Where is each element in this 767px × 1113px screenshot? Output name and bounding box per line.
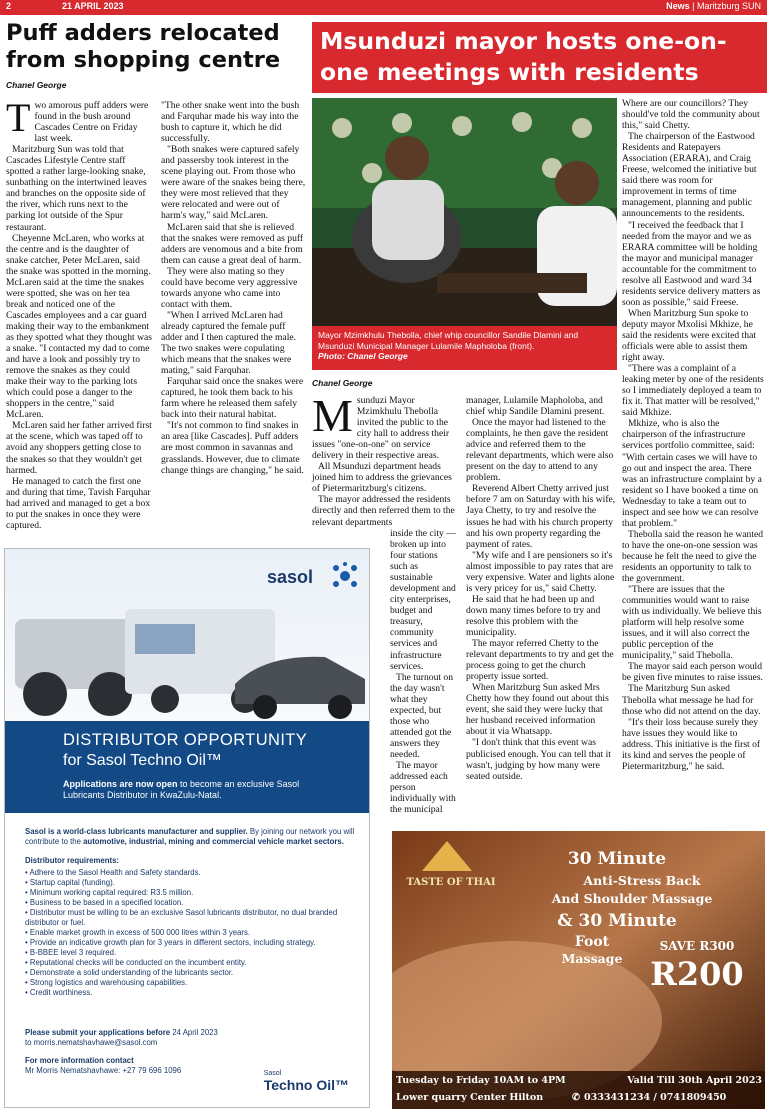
list-item: • Demonstrate a solid understanding of the lubricants sector.: [25, 968, 234, 977]
sasol-advertisement: [4, 548, 370, 1108]
puff-dropcap: T: [6, 95, 31, 140]
page-header-bar: [0, 0, 767, 15]
puff-column-1: Two amorous puff adders were found in the bush around Cascades Centre on Friday last week. Maritzburg Sun was told that Cascades Lifestyle Centre staff spotted a rather large-looking snake, sunbathing on the intertwined leaves and branches on the opposite side of the river, which runs next to the parking lot outside of the Spur restaurant. Cheyenne McLaren, who works at the centre and is the daughter of snake catcher, Peter McLaren, said the snake was spotted in the morning. McLaren said at the time the snakes were spotted, she was on her tea break and noticed one of the Cascades employees and a car guard making their way to the embankment as they spotted what they thought was a snake. "I contacted my dad to come and have a look and possibly try to remove the snakes as they could make their way to the parking lots which could pose a danger to the shoppers in the centre," said McLaren. McLaren said her father arrived first at the scene, which was taped off to avoid any shoppers getting close to the snakes so that they wouldn't get harmed. He managed to catch the first one and during that time, Tavish Farquhar had arrived and managed to get a box to put the snakes in once they were captured.: [6, 95, 153, 531]
puff-headline: Puff adders relocated from shopping centre: [6, 20, 281, 73]
puff-column-2: "The other snake went into the bush and Farquhar made his way into the bush to capture it, which he did successfully. "Both snakes were captured safely and passersby took interest in the scene playing out. From those who were aware of the snakes being there, they were most relieved that they were relocated and were out of harm's way," said McLaren. McLaren said that she is relieved that the snakes were removed as puff adders are venomous and a bite from them can cause a great deal of harm. They were also mating so they could have become very aggressive towards anyone who came into contact with them. "When I arrived McLaren had already captured the female puff adder and I then captured the male. The two snakes were copulating which means that the snakes were mating," said Farquhar. Farquhar said once the snakes were captured, he took them back to his farm where he released them safely back into their natural habitat. "It's not common to find snakes in an area [like Cascades]. Puff adders are most common in savannas and grasslands. However, due to climate change things are changing," he said.: [161, 100, 306, 476]
mayor-dropcap: M: [312, 390, 353, 441]
sasol-title: DISTRIBUTOR OPPORTUNITY: [63, 731, 308, 749]
sasol-subtitle: for Sasol Techno Oil™: [63, 752, 222, 769]
mayor-column-1-narrow: inside the city — broken up into four stations such as sustainable development and city enterprises, budget and treasury, community services and infrastructure services. The turnout on the day wasn't what they expected, but those who attended got the answers they needed. The mayor addressed each person individually with the municipal: [390, 528, 456, 816]
mayor-photo: [312, 98, 617, 326]
puff-byline: Chanel George: [6, 80, 67, 90]
mayor-byline: Chanel George: [312, 378, 373, 388]
sasol-logo: sasol: [267, 567, 314, 587]
list-item: • Distributor must be willing to be an exclusive Sasol lubricants distributor, no dual branded distributor or fuel.: [25, 908, 338, 927]
list-item: • Business to be based in a specified location.: [25, 898, 184, 907]
list-item: • Startup capital (funding).: [25, 878, 115, 887]
list-item: • Enable market growth in excess of 500 000 litres within 3 years.: [25, 928, 251, 937]
list-item: • B-BBEE level 3 required.: [25, 948, 117, 957]
list-item: • Reputational checks will be conducted on the incumbent entity.: [25, 958, 247, 967]
mayor-headline: Msunduzi mayor hosts one-on-one meetings with residents: [312, 22, 767, 93]
list-item: • Provide an indicative growth plan for 3 years in different sectors, including strategy.: [25, 938, 316, 947]
list-item: • Strong logistics and warehousing capabilities.: [25, 978, 188, 987]
list-item: • Minimum working capital required: R3.5 million.: [25, 888, 194, 897]
thai-phone[interactable]: 0333431234 / 0741809450: [584, 1092, 727, 1103]
thai-logo: TASTE OF THAI: [406, 877, 496, 888]
sasol-applications: Applications are now open to become an exclusive Sasol Lubricants Distributor in KwaZulu-Natal.: [63, 779, 300, 800]
phone-icon: ✆: [572, 1092, 580, 1103]
list-item: • Credit worthiness.: [25, 988, 93, 997]
thai-save: SAVE R300: [659, 939, 735, 953]
sasol-banner: [5, 721, 369, 813]
mayor-column-1: Msunduzi Mayor Mzimkhulu Thebolla invited the public to the city hall to address their issues "one-on-one" on service delivery in their respective areas. All Msunduzi department heads joined him to address the grievances of Pietermaritzburg's citizens. The mayor addressed the residents directly and then referred them to the relevant departments: [312, 390, 455, 528]
page-number: 2: [6, 1, 12, 11]
photo-caption: Mayor Mzimkhulu Thebolla, chief whip councillor Sandile Dlamini and Msunduzi Municipal Manager Lulamile Mapholoba (front). Photo: Chanel George: [312, 326, 617, 370]
section-label: News | Maritzburg SUN: [666, 1, 761, 11]
sasol-email[interactable]: to morris.nematshavhawe@sasol.com: [25, 1038, 158, 1047]
sasol-contact: Mr Morris Nematshavhawe: +27 79 696 1096: [25, 1066, 182, 1075]
sasol-details: Sasol is a world-class lubricants manufacturer and supplier. By joining our network you will contribute to the automotive, industrial, mining and commercial vehicle market sectors. Distributor requirements: • Adhere to the Sasol Health and Safety standards. • Startup capital (funding). • Minimum working capital required: R3.5 million. • Business to be based in a specified location. • Distributor must be willing to be an exclusive Sasol lubricants distributor, no dual branded distributor or fuel. • Enable market growth in excess of 500 000 litres within 3 years. • Provide an indicative growth plan for 3 years in different sectors, including strategy. • B-BBEE level 3 required. • Reputational checks will be conducted on the incumbent entity. • Demonstrate a solid understanding of the lubricants sector. • Strong logistics and warehousing capabilities. • Credit worthiness. Please submit your applications before 24 April 2023 to morris.nematshavhawe@sasol.com For more information contact Mr Morris Nematshavhawe: +27 79 696 1096: [25, 827, 355, 1075]
thai-massage-advertisement: TASTE OF THAI 30 Minute Anti-Stress Back And Shoulder Massage & 30 Minute Foot Massage SAVE R300 R200 Tuesday to Friday 10AM to 4PM Valid Till 30th April 2023 Lower quarry Center Hilton ✆ 0333431234 / 0741809450: [392, 831, 765, 1109]
sasol-trucks-image: [5, 549, 369, 721]
thai-price: R200: [650, 955, 744, 993]
techno-oil-logo: Sasol Techno Oil™: [263, 1070, 349, 1093]
list-item: • Adhere to the Sasol Health and Safety standards.: [25, 868, 201, 877]
mayor-column-2: manager, Lulamile Mapholoba, and chief whip Sandile Dlamini present. Once the mayor had listened to the complaints, he then gave the resident advice and referred them to the relevant departments, which were also present on the day to attend to any problem. Reverend Albert Chetty arrived just before 7 am on Saturday with his wife, Jaya Chetty, to try and resolve the issues he had with his church property and his own property regarding the payment of rates. "My wife and I are pensioners so it's almost impossible to pay rates that are very expensive. Water and lights alone is very pricey for us," said Chetty. He said that he had been up and down many times before to try and resolve this problem with the municipality. The mayor referred Chetty to the relevant departments to try and get the process going to get the church property issue sorted. When Maritzburg Sun asked Mrs Chetty how they found out about this event, she said they were lucky that her husband received information about it via Whatsapp. "I don't think that this event was publicised enough. You can tell that it wasn't, judging by how many were seated outside.: [466, 395, 616, 782]
requirements-list: [25, 868, 355, 998]
issue-date: 21 APRIL 2023: [62, 1, 124, 11]
mayor-column-3: Where are our councillors? They should've told the community about this," said Chetty. The chairperson of the Eastwood Residents and Ratepayers Association (ERARA), and Craig Freese, welcomed the initiative but said there was room for improvement in terms of time management, planning and public announcements to the residents. "I received the feedback that I needed from the mayor and we as ERARA committee will be holding the mayor and municipal manager accountable for the commitment to resolve all Eastwood and ward 34 residents service delivery matters as soon as possible," said Freese. When Maritzburg Sun spoke to deputy mayor Mxolisi Mkhize, he said the residents were excited that officials were able to assist them right away. "There was a complaint of a leaking meter by one of the residents so I immediately deployed a team to fix it. That matter will be resolved," said Mkhize. Mkhize, who is also the chairperson of the infrastructure services portfolio committee, said: "With certain cases we will have to go out and inspect the area. There was an infrastructure complaint by a resident so I have booked a time on Wednesday to take a team out to inspect and see how we can resolve that problem." Thebolla said the reason he wanted to have the one-on-one session was because he felt the need to give the residents an opportunity to talk to the government. "There are issues that the communities would want to raise with us individually. We believe this platform will help resolve some issues, and it will also correct the public perception of the municipality," said Thebolla. The mayor said each person would be given five minutes to raise issues. The Maritzburg Sun asked Thebolla what message he had for those who did not attend on the day. "It's their loss because surely they have issues they would like to address. This initiative is the first of its kind and serves the people of Pietermaritzburg," he said.: [622, 98, 764, 772]
sasol-logo-icon: [330, 561, 360, 591]
